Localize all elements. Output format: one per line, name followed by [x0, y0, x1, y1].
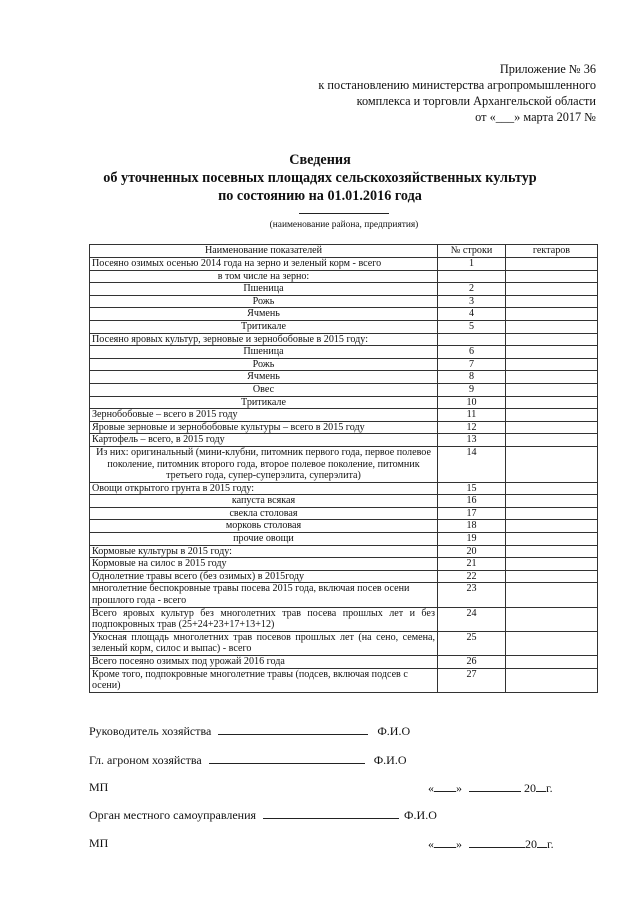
row-indicator-name: Тритикале — [90, 320, 438, 333]
date-year-field[interactable] — [537, 836, 547, 848]
row-indicator-name: Зернобобовые – всего в 2015 году — [90, 409, 438, 422]
row-number: 21 — [438, 558, 506, 571]
authority-signature-line — [89, 807, 437, 823]
row-hectares-cell[interactable] — [506, 631, 598, 655]
row-hectares-cell[interactable] — [506, 607, 598, 631]
row-hectares-cell[interactable] — [506, 570, 598, 583]
row-number: 11 — [438, 409, 506, 422]
agronomist-fio: Ф.И.О — [373, 753, 407, 767]
row-hectares-cell[interactable] — [506, 656, 598, 669]
head-label: Руководитель хозяйства — [89, 724, 212, 738]
date-line-1 — [428, 780, 553, 796]
appendix-header — [318, 61, 596, 125]
organization-name-line[interactable] — [299, 213, 389, 214]
row-number: 12 — [438, 421, 506, 434]
row-number: 26 — [438, 656, 506, 669]
row-number: 22 — [438, 570, 506, 583]
agronomist-label: Гл. агроном хозяйства — [89, 753, 202, 767]
row-indicator-name: Рожь — [90, 358, 438, 371]
row-hectares-cell[interactable] — [506, 358, 598, 371]
row-indicator-name: Укосная площадь многолетних трав посевов прошлых лет (на сено, семена, зеленый корм, силос и выпас) - всего — [90, 631, 438, 655]
table-row — [90, 358, 598, 371]
row-number: 27 — [438, 668, 506, 692]
row-indicator-name: Кроме того, подпокровные многолетние травы (подсев, включая подсев с осени) — [90, 668, 438, 692]
table-row — [90, 320, 598, 333]
head-fio: Ф.И.О — [377, 724, 411, 738]
row-hectares-cell[interactable] — [506, 396, 598, 409]
table-row — [90, 283, 598, 296]
row-hectares-cell[interactable] — [506, 258, 598, 271]
row-number: 25 — [438, 631, 506, 655]
row-hectares-cell[interactable] — [506, 308, 598, 321]
row-indicator-name: Посеяно озимых осенью 2014 года на зерно и зеленый корм - всего — [90, 258, 438, 271]
row-hectares-cell[interactable] — [506, 421, 598, 434]
table-row — [90, 446, 598, 482]
row-number: 17 — [438, 507, 506, 520]
row-indicator-name: Всего яровых культур без многолетних трав посева прошлых лет и без подпокровных трав (25+24+23+17+13+12) — [90, 607, 438, 631]
table-row — [90, 295, 598, 308]
row-hectares-cell[interactable] — [506, 482, 598, 495]
row-hectares-cell[interactable] — [506, 545, 598, 558]
table-header-row — [90, 245, 598, 258]
date-year-suffix: г. — [547, 837, 554, 851]
table-row — [90, 396, 598, 409]
head-signature-line — [89, 723, 410, 739]
row-indicator-name: Кормовые культуры в 2015 году: — [90, 545, 438, 558]
row-indicator-name: в том числе на зерно: — [90, 270, 438, 283]
row-indicator-name: свекла столовая — [90, 507, 438, 520]
row-hectares-cell[interactable] — [506, 520, 598, 533]
authority-fio: Ф.И.О — [404, 808, 437, 822]
row-hectares-cell[interactable] — [506, 346, 598, 359]
table-row — [90, 495, 598, 508]
date-line-2 — [428, 836, 554, 852]
appendix-ref-line: к постановлению министерства агропромышленного — [318, 78, 596, 92]
header-indicator-name: Наименование показателей — [90, 245, 438, 258]
row-number: 14 — [438, 446, 506, 482]
row-number: 8 — [438, 371, 506, 384]
table-row — [90, 558, 598, 571]
table-row — [90, 656, 598, 669]
table-row — [90, 308, 598, 321]
date-open-quote: « — [428, 781, 434, 795]
table-row — [90, 583, 598, 607]
table-row — [90, 434, 598, 447]
table-row — [90, 545, 598, 558]
row-indicator-name: морковь столовая — [90, 520, 438, 533]
head-signature-field[interactable] — [218, 723, 368, 735]
agronomist-signature-field[interactable] — [209, 752, 365, 764]
row-indicator-name: Ячмень — [90, 308, 438, 321]
row-hectares-cell[interactable] — [506, 583, 598, 607]
row-hectares-cell[interactable] — [506, 320, 598, 333]
row-number: 6 — [438, 346, 506, 359]
row-number: 15 — [438, 482, 506, 495]
row-number: 13 — [438, 434, 506, 447]
date-year-field[interactable] — [536, 780, 546, 792]
document-title — [0, 151, 640, 205]
date-month-field[interactable] — [469, 780, 521, 792]
table-row — [90, 371, 598, 384]
agronomist-signature-line — [89, 752, 407, 768]
table-row — [90, 409, 598, 422]
date-day-field[interactable] — [434, 780, 456, 792]
stamp-place-2: МП — [89, 836, 109, 850]
row-indicator-name: Рожь — [90, 295, 438, 308]
authority-signature-field[interactable] — [263, 807, 399, 819]
row-hectares-cell[interactable] — [506, 495, 598, 508]
row-indicator-name: Пшеница — [90, 283, 438, 296]
row-hectares-cell[interactable] — [506, 533, 598, 546]
row-indicator-name: Яровые зерновые и зернобобовые культуры – всего в 2015 году — [90, 421, 438, 434]
row-indicator-name: Ячмень — [90, 371, 438, 384]
row-hectares-cell[interactable] — [506, 333, 598, 346]
row-indicator-name: капуста всякая — [90, 495, 438, 508]
row-number: 4 — [438, 308, 506, 321]
row-hectares-cell[interactable] — [506, 383, 598, 396]
table-row — [90, 346, 598, 359]
row-indicator-name: Пшеница — [90, 346, 438, 359]
row-hectares-cell[interactable] — [506, 270, 598, 283]
stamp-place-1: МП — [89, 780, 109, 794]
row-hectares-cell[interactable] — [506, 371, 598, 384]
row-hectares-cell[interactable] — [506, 507, 598, 520]
table-row — [90, 533, 598, 546]
row-indicator-name: Тритикале — [90, 396, 438, 409]
table-row — [90, 482, 598, 495]
crop-area-table — [89, 244, 598, 693]
authority-label: Орган местного самоуправления — [89, 808, 257, 822]
table-row — [90, 507, 598, 520]
row-indicator-name: Из них: оригинальный (мини-клубни, питомник первого года, первое полевое поколение, питомник второго года, второе полевое поколение, питомник третьего года, супер-суперэлита, суперэлита) — [90, 446, 438, 482]
title-line: об уточненных посевных площадях сельскохозяйственных культур — [103, 170, 537, 186]
appendix-number: Приложение № 36 — [499, 62, 596, 76]
row-number: 23 — [438, 583, 506, 607]
row-number: 19 — [438, 533, 506, 546]
table-body — [90, 258, 598, 693]
row-indicator-name: Всего посеяно озимых под урожай 2016 года — [90, 656, 438, 669]
row-indicator-name: Кормовые на силос в 2015 году — [90, 558, 438, 571]
date-year-suffix: г. — [546, 781, 553, 795]
row-hectares-cell[interactable] — [506, 668, 598, 692]
title-line: Сведения — [289, 152, 351, 168]
row-indicator-name: многолетние беспокровные травы посева 2015 года, включая посев осени прошлого года - всего — [90, 583, 438, 607]
row-number: 16 — [438, 495, 506, 508]
appendix-date-line: от «___» марта 2017 № — [475, 110, 596, 124]
date-year-prefix: 20 — [525, 837, 537, 851]
table-row — [90, 421, 598, 434]
header-row-number: № строки — [438, 245, 506, 258]
row-number — [438, 333, 506, 346]
title-line: по состоянию на 01.01.2016 года — [218, 188, 422, 204]
appendix-ref-line: комплекса и торговли Архангельской области — [356, 94, 596, 108]
row-indicator-name: Однолетние травы всего (без озимых) в 2015году — [90, 570, 438, 583]
row-indicator-name: Овес — [90, 383, 438, 396]
row-number: 2 — [438, 283, 506, 296]
row-number: 24 — [438, 607, 506, 631]
row-number: 9 — [438, 383, 506, 396]
row-number: 1 — [438, 258, 506, 271]
row-number: 7 — [438, 358, 506, 371]
table-row — [90, 258, 598, 271]
header-hectares: гектаров — [506, 245, 598, 258]
row-number: 20 — [438, 545, 506, 558]
row-hectares-cell[interactable] — [506, 409, 598, 422]
row-hectares-cell[interactable] — [506, 283, 598, 296]
table-row — [90, 520, 598, 533]
table-row — [90, 668, 598, 692]
date-close-quote: » — [456, 781, 462, 795]
row-indicator-name: Картофель – всего, в 2015 году — [90, 434, 438, 447]
row-number: 10 — [438, 396, 506, 409]
table-row — [90, 383, 598, 396]
date-close-quote: » — [456, 837, 462, 851]
organization-caption: (наименование района, предприятия) — [269, 220, 419, 230]
table-row — [90, 570, 598, 583]
date-open-quote: « — [428, 837, 434, 851]
row-number: 3 — [438, 295, 506, 308]
row-number — [438, 270, 506, 283]
row-indicator-name: Посеяно яровых культур, зерновые и зернобобовые в 2015 году: — [90, 333, 438, 346]
row-hectares-cell[interactable] — [506, 295, 598, 308]
row-hectares-cell[interactable] — [506, 446, 598, 482]
row-number: 5 — [438, 320, 506, 333]
row-indicator-name: Овощи открытого грунта в 2015 году: — [90, 482, 438, 495]
row-indicator-name: прочие овощи — [90, 533, 438, 546]
date-day-field[interactable] — [434, 836, 456, 848]
table-row — [90, 270, 598, 283]
table-row — [90, 333, 598, 346]
table-row — [90, 631, 598, 655]
row-hectares-cell[interactable] — [506, 434, 598, 447]
date-year-prefix: 20 — [524, 781, 536, 795]
table-row — [90, 607, 598, 631]
row-number: 18 — [438, 520, 506, 533]
date-month-field[interactable] — [469, 836, 525, 848]
row-hectares-cell[interactable] — [506, 558, 598, 571]
